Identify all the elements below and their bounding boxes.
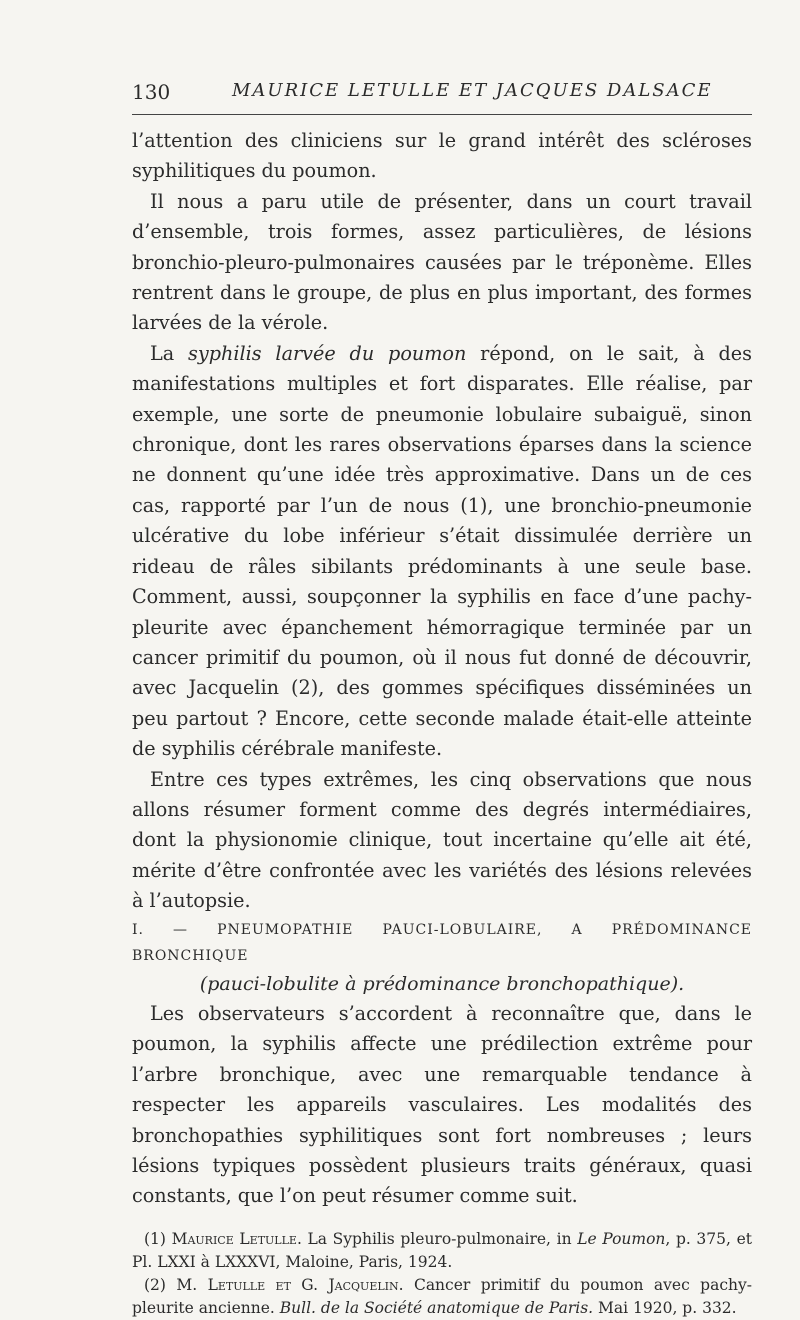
footnote-title: Bull. de la Société anatomique de Paris. [279,1298,594,1317]
paragraph: Entre ces types extrêmes, les cinq observations que nous allons résumer forment comme des degrés intermédiaires, dont la physionomie clinique, tout incertaine qu’elle ait été, mérite d’être confrontée avec les variétés des lésions relevées à l’autopsie. [132,767,752,913]
footnote-title: Le Poumon [577,1229,666,1248]
page-number: 130 [132,80,171,104]
paragraph: Il nous a paru utile de présenter, dans un court travail d’ensemble, trois formes, assez particulières, de lésions bronchio-pleuro-pulmonaires causées par le tréponème. Elles rentrent dans le groupe, de plus en plus important, des formes larvées de la vérole. [132,189,752,335]
running-head: MAURICE LETULLE ET JACQUES DALSACE [232,80,713,101]
footnote-author: Maurice Letulle. [171,1229,302,1248]
footnote-author: M. Letulle et G. Jacquelin. [176,1275,404,1294]
footnote-text: Mai 1920, p. 332. [593,1298,737,1317]
header-rule [132,114,752,115]
footnote-text: , p. 375, et Pl. LXXI à LXXXVI, Maloine, Paris, 1924. [132,1229,752,1271]
footnote-number: (1) [144,1229,166,1248]
paragraph [132,339,752,765]
section-subtitle: (pauci-lobulite à prédominance bronchopathique). [199,972,685,995]
page-header [132,78,752,108]
footnotes [132,1228,752,1320]
paragraph-rest: répond, on le sait, à des manifestations multiples et fort disparates. Elle réalise, par exemple, une sorte de pneumonie lobulaire subaiguë, sinon chronique, dont les rares observations éparses dans la science ne donnent qu’une idée très approximative. Dans un de ces cas, rapporté par l’un de nous (1), une bronchio-pneumonie ulcérative du lobe inférieur s’était dissimulée derrière un rideau de râles sibilants prédominants à une seule base. Comment, aussi, soupçonner la syphilis en face d’une pachy-pleurite avec épanchement hémorragique terminée par un cancer primitif du poumon, où il nous fut donné de découvrir, avec Jacquelin (2), des gommes spécifiques disséminées un peu partout ? Encore, cette seconde malade était-elle atteinte de syphilis cérébrale manifeste. [132,341,752,761]
footnote-text: La Syphilis pleuro-pulmonaire, in [301,1229,578,1248]
footnote-number: (2) [144,1275,166,1294]
paragraph-lead: La [150,341,189,365]
footnote [132,1228,752,1274]
footnote [132,1274,752,1320]
paragraph: Les observateurs s’accordent à reconnaître que, dans le poumon, la syphilis affecte une prédilection extrême pour l’arbre bronchique, avec une remarquable tendance à respecter les appareils vasculaires. Les modalités des bronchopathies syphilitiques sont fort nombreuses ; leurs lésions typiques possèdent plusieurs traits généraux, quasi constants, que l’on peut résumer comme suit. [132,1001,752,1208]
paragraph-emphasis: syphilis larvée du poumon [188,341,467,365]
section-title: I. — PNEUMOPATHIE PAUCI-LOBULAIRE, A PRÉDOMINANCE BRONCHIQUE [132,921,752,964]
footnote-text: Cancer primitif du poumon avec pachy-pleurite ancienne. [132,1275,752,1317]
page-body [132,126,752,1320]
paragraph: l’attention des cliniciens sur le grand intérêt des scléroses syphilitiques du poumon. [132,129,752,183]
